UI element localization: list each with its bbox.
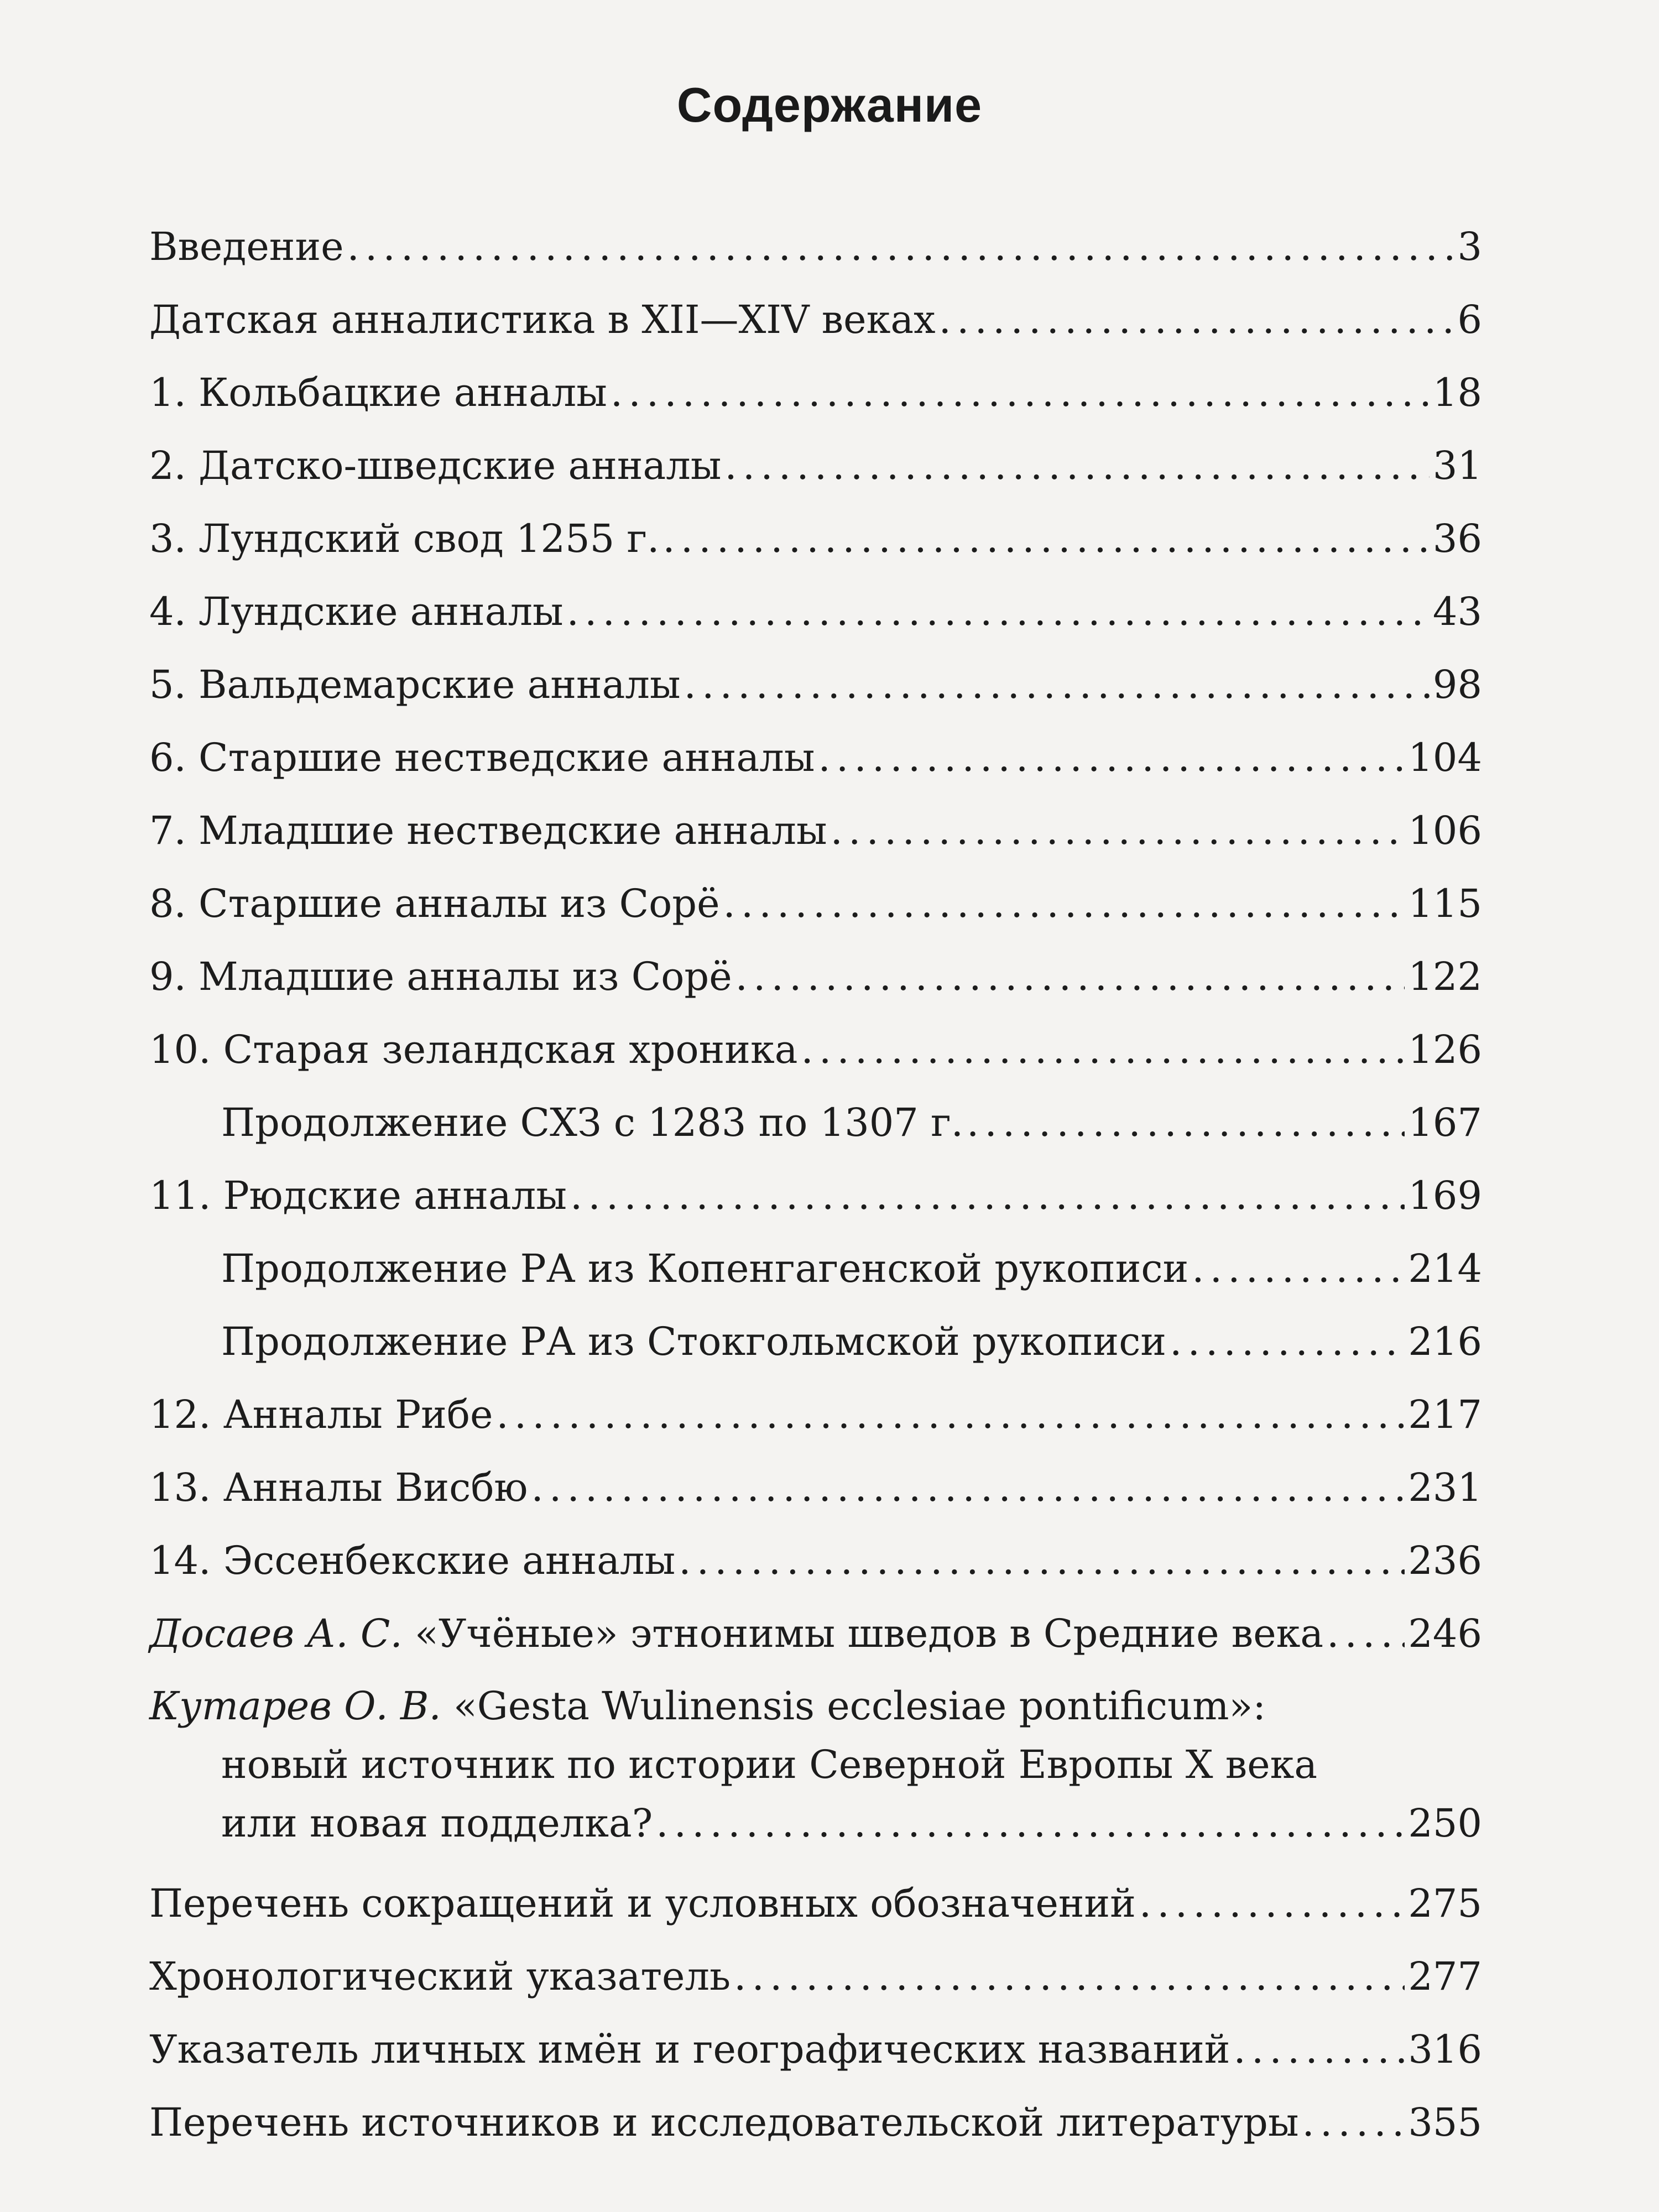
- dot-leader: [567, 575, 1430, 648]
- toc-entry[interactable]: [149, 721, 1482, 794]
- toc-entry-page: 122: [1408, 954, 1482, 999]
- dot-leader: [801, 1013, 1405, 1086]
- dot-leader: [831, 794, 1405, 867]
- toc-entry-page: 246: [1408, 1611, 1482, 1656]
- toc-subentry[interactable]: [149, 1305, 1482, 1378]
- toc-entry-page: 115: [1408, 881, 1482, 926]
- toc-entry-page: 355: [1408, 2100, 1482, 2145]
- dot-leader: [818, 721, 1405, 794]
- dot-leader: [734, 1940, 1405, 2013]
- toc-entry[interactable]: [149, 210, 1482, 283]
- toc-entry-page: 18: [1432, 370, 1482, 415]
- toc-entry-page: 104: [1408, 735, 1482, 780]
- dot-leader: [496, 1378, 1405, 1451]
- toc-entry-page: 98: [1432, 662, 1482, 707]
- toc-entry-page: 316: [1408, 2027, 1482, 2072]
- toc-entry[interactable]: [149, 1524, 1482, 1597]
- toc-entry-label: 10. Старая зеландская хроника: [149, 1027, 798, 1072]
- toc-entry-label: 7. Младшие нестведские анналы: [149, 808, 827, 853]
- dot-leader: [724, 429, 1430, 502]
- toc-entry-label: Перечень источников и исследовательской литературы: [149, 2100, 1299, 2145]
- toc-entry-label: 14. Эссенбекские анналы: [149, 1538, 676, 1583]
- toc-entry[interactable]: [149, 940, 1482, 1013]
- dot-leader: [611, 356, 1430, 429]
- toc-entry-page: 36: [1432, 516, 1482, 561]
- dot-leader: [1192, 1232, 1405, 1305]
- article-last-line: [149, 1794, 1482, 1853]
- toc-entry[interactable]: [149, 794, 1482, 867]
- toc-entry-label: Введение: [149, 224, 344, 269]
- dot-leader: [679, 1524, 1405, 1597]
- toc-entry-label: 8. Старшие анналы из Сорё: [149, 881, 720, 926]
- toc-entry[interactable]: [149, 1013, 1482, 1086]
- toc-entry-label: [149, 1597, 1323, 1670]
- toc-entry-page: 31: [1432, 443, 1482, 488]
- toc-entry-label: 13. Анналы Висбю: [149, 1465, 528, 1510]
- dot-leader: [684, 648, 1430, 721]
- dot-leader: [662, 502, 1430, 575]
- dot-leader: [1170, 1305, 1405, 1378]
- dot-leader: [1233, 2013, 1405, 2086]
- toc-entry[interactable]: [149, 2086, 1482, 2159]
- toc-entry-page: 231: [1408, 1465, 1482, 1510]
- article-title: «Учёные» этнонимы шведов в Средние века: [415, 1611, 1324, 1656]
- article-author: Досаев А. С.: [149, 1611, 403, 1656]
- dot-leader: [347, 210, 1454, 283]
- article-title-line2: новый источник по истории Северной Европы X века: [221, 1742, 1318, 1787]
- toc-entry-label: Указатель личных имён и географических названий: [149, 2027, 1230, 2072]
- toc-entry-label: 9. Младшие анналы из Сорё: [149, 954, 732, 999]
- toc-entry-page: 126: [1408, 1027, 1482, 1072]
- dot-leader: [967, 1086, 1405, 1159]
- dot-leader: [1327, 1597, 1405, 1670]
- toc-entry[interactable]: [149, 1378, 1482, 1451]
- toc-subentry[interactable]: [149, 1232, 1482, 1305]
- dot-leader: [1139, 1867, 1405, 1940]
- toc-entry[interactable]: [149, 1451, 1482, 1524]
- toc-entry-label: Датская анналистика в XII—XIV веках: [149, 297, 936, 342]
- toc-entry[interactable]: [149, 575, 1482, 648]
- toc-subentry[interactable]: [149, 1086, 1482, 1159]
- toc-entry[interactable]: [149, 2013, 1482, 2086]
- toc-entry[interactable]: [149, 1940, 1482, 2013]
- dot-leader: [570, 1159, 1405, 1232]
- toc-entry-page: 169: [1408, 1173, 1482, 1218]
- dot-leader: [939, 283, 1454, 356]
- toc-article-entry[interactable]: [149, 1597, 1482, 1670]
- toc-entry-page: 250: [1408, 1801, 1482, 1846]
- toc-entry-page: 277: [1408, 1954, 1482, 1999]
- article-title-line1: «Gesta Wulinensis ecclesiae pontificum»:: [453, 1683, 1266, 1729]
- toc-entry-page: 43: [1432, 589, 1482, 634]
- toc-entry-page: 236: [1408, 1538, 1482, 1583]
- toc-entry-label: Перечень сокращений и условных обозначений: [149, 1881, 1136, 1926]
- dot-leader: [735, 940, 1405, 1013]
- toc-entry-label: Продолжение РА из Стокгольмской рукописи: [221, 1319, 1167, 1364]
- toc-entry[interactable]: [149, 502, 1482, 575]
- toc-entry-label: Хронологический указатель: [149, 1954, 731, 1999]
- toc-entry[interactable]: [149, 867, 1482, 940]
- dot-leader: [656, 1794, 1405, 1853]
- toc-entry-label: 4. Лундские анналы: [149, 589, 564, 634]
- toc-entry[interactable]: [149, 1867, 1482, 1940]
- article-title-line3: или новая подделка?: [221, 1801, 653, 1846]
- toc-entry-label: 3. Лундский свод 1255 г.: [149, 516, 660, 561]
- toc-entry-label: 12. Анналы Рибе: [149, 1392, 493, 1437]
- dot-leader: [1302, 2086, 1405, 2159]
- toc-article-multiline[interactable]: [149, 1677, 1482, 1853]
- toc-entry[interactable]: [149, 1159, 1482, 1232]
- dot-leader: [723, 867, 1405, 940]
- toc-entry-page: 167: [1408, 1100, 1482, 1145]
- toc-entry[interactable]: [149, 648, 1482, 721]
- toc-entry-page: 106: [1408, 808, 1482, 853]
- toc-entry[interactable]: [149, 429, 1482, 502]
- toc-entry-page: 275: [1408, 1881, 1482, 1926]
- toc-entry-label: 2. Датско-шведские анналы: [149, 443, 722, 488]
- toc-entry-page: 6: [1457, 297, 1482, 342]
- toc-entry-label: 5. Вальдемарские анналы: [149, 662, 681, 707]
- toc-entry-label: Продолжение РА из Копенгагенской рукописи: [221, 1246, 1189, 1291]
- toc-entry-page: 3: [1457, 224, 1482, 269]
- toc-entry-label: 1. Кольбацкие анналы: [149, 370, 607, 415]
- dot-leader: [531, 1451, 1405, 1524]
- toc-entry-page: 216: [1408, 1319, 1482, 1364]
- toc-entry-label: Продолжение СХЗ с 1283 по 1307 г.: [221, 1100, 963, 1145]
- toc-entry-page: 214: [1408, 1246, 1482, 1291]
- toc-entry-label: 6. Старшие нестведские анналы: [149, 735, 815, 780]
- article-author: Кутарев О. В.: [149, 1683, 441, 1729]
- toc-entry-page: 217: [1408, 1392, 1482, 1437]
- table-of-contents: [149, 210, 1482, 2159]
- toc-entry[interactable]: [149, 356, 1482, 429]
- page-title: Содержание: [676, 77, 983, 132]
- toc-entry-label: 11. Рюдские анналы: [149, 1173, 567, 1218]
- toc-entry[interactable]: [149, 283, 1482, 356]
- article-first-line: [149, 1677, 1482, 1735]
